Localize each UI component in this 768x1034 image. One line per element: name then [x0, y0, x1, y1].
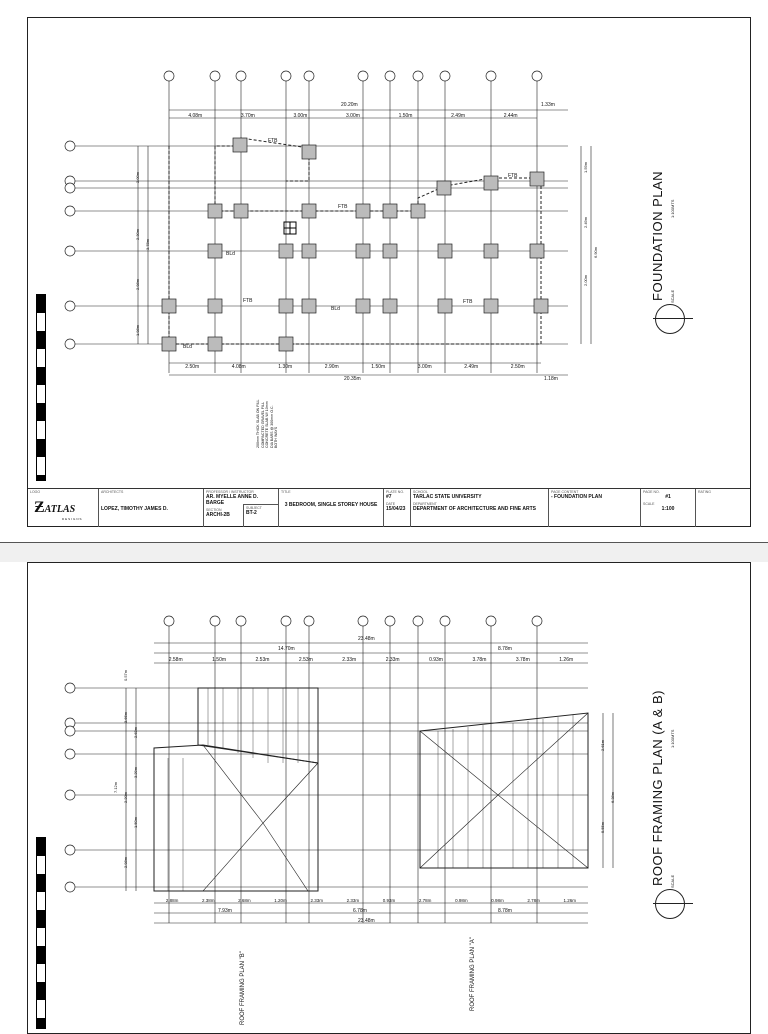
dim-bottom-sub-mid: 6.78m: [353, 908, 367, 914]
dim-top: 3.78m: [515, 657, 530, 663]
dim-bottom: 4.08m: [231, 364, 246, 370]
project-title: 3 BEDROOM, SINGLE STOREY HOUSE: [284, 502, 378, 508]
page-divider: [0, 542, 768, 543]
roof-framing-drawing: [28, 563, 750, 1033]
dim-bottom: 0.98m: [491, 898, 504, 903]
date-label: DATE: [386, 502, 396, 506]
dim-top: 3.00m: [346, 113, 360, 119]
dim-right-bottom: 1.18m: [544, 376, 558, 382]
dim-left: 2.00m: [135, 171, 140, 183]
logo-sub: DESIGNS: [62, 517, 83, 521]
dim-top: 3.00m: [293, 113, 308, 119]
content-label: PAGE CONTENT: [551, 490, 579, 494]
dim-bottom-sub-left: 7.93m: [218, 908, 232, 914]
dim-top: 0.93m: [429, 657, 443, 663]
dim-top: 2.53m: [298, 657, 313, 663]
scale-label: SCALE: [670, 289, 675, 303]
title-circle: [655, 889, 685, 919]
footing-label: FTB: [243, 298, 253, 304]
logo-text: ATLAS: [44, 504, 76, 515]
school-cell: [410, 489, 548, 527]
slab-notes: [256, 400, 279, 448]
dim-bottom: 2.68m: [238, 898, 251, 903]
footing-label: FTB: [338, 204, 348, 210]
title-circle: [655, 304, 685, 334]
page-value: #1: [665, 494, 671, 500]
dim-top-row: [169, 113, 537, 119]
architect-name: LOPEZ, TIMOTHY JAMES D.: [101, 506, 168, 512]
dim-bottom-row: [169, 364, 541, 370]
dim-right-top: 1.33m: [541, 102, 555, 108]
foundation-drawing: [28, 18, 750, 488]
page-cell: [640, 489, 695, 527]
content-cell: [548, 489, 640, 527]
note-line: 200mm THICK SLAB ON FILL: [256, 399, 260, 448]
dim-left: 2.30m: [135, 228, 140, 240]
title-cell: [278, 489, 383, 527]
footing-label: FTB: [508, 173, 518, 179]
dim-bottom: 2.88m: [165, 898, 179, 903]
dim-bottom: 0.98m: [455, 898, 468, 903]
dim-right: 5.55m: [600, 821, 605, 833]
plate-label: PLATE NO.: [386, 490, 405, 494]
dim-overall-top: 23.48m: [358, 636, 375, 642]
title-circle-line: [653, 318, 693, 319]
dim-top: 2.53m: [255, 657, 270, 663]
dim-bottom: 1.26m: [563, 898, 577, 903]
dim-right-outer: 6.38m: [610, 791, 615, 803]
dept-label: DEPARTMENT: [413, 502, 437, 506]
dim-left-outer2: 2.20m: [123, 791, 128, 803]
dim-bottom: 2.78m: [527, 898, 540, 903]
beam-label: BLd: [183, 344, 192, 350]
subject-cell: [243, 504, 278, 527]
dim-bottom: 2.78m: [418, 898, 432, 903]
rating-cell: [695, 489, 750, 527]
title-label: TITLE: [281, 490, 291, 494]
dim-bottom: 1.20m: [274, 898, 287, 903]
dim-left: 2.98m: [135, 278, 140, 290]
note-line: BOTH WAYS: [274, 426, 278, 448]
dim-top: 3.78m: [472, 657, 487, 663]
dim-bottom: 2.33m: [310, 898, 323, 903]
dim-left-outer: 3.78m: [145, 238, 150, 250]
note-line: COMPACTED GRAVEL FILL: [260, 401, 265, 448]
section-value: ARCHI-2B: [206, 512, 230, 518]
drawing-title: FOUNDATION PLAN: [650, 170, 665, 301]
dim-top: 2.44m: [503, 113, 518, 119]
dim-left: 1.98m: [135, 324, 140, 336]
beam-label: BLd: [226, 251, 235, 257]
subject-value: BT-2: [246, 510, 257, 516]
dim-right: 2.00m: [583, 274, 588, 286]
dim-top: 2.33m: [342, 657, 357, 663]
scale-value: 1:100MTS: [670, 199, 675, 218]
dim-top: 2.49m: [451, 113, 466, 119]
dim-left: 3.29m: [133, 766, 138, 778]
architects-label: ARCHITECTS: [101, 490, 124, 494]
plate-value: #7: [386, 494, 392, 500]
logo-label: LOGO: [30, 490, 41, 494]
tb-scale-value: 1:100: [661, 506, 675, 512]
dim-right-outer: 6.90m: [593, 246, 598, 258]
dim-left-outer: 7.12m: [113, 781, 118, 793]
note-line: DIA BARS @ 300mm O.C.: [269, 405, 274, 448]
dim-bottom: 2.49m: [464, 364, 479, 370]
dim-right: 2.49m: [583, 216, 588, 228]
dim-bottom-sub-right: 8.78m: [498, 908, 512, 914]
foundation-plan-sheet: [27, 17, 751, 527]
dim-left: 3.66m: [123, 711, 128, 723]
dim-top: 1.26m: [559, 657, 574, 663]
footing-label: FTB: [463, 299, 473, 305]
roof-plan-b-label: ROOF FRAMING PLAN "B": [240, 951, 246, 1025]
dim-top: 1.50m: [398, 113, 413, 119]
date-value: 15/04/23: [386, 506, 406, 512]
dim-top: 4.08m: [188, 113, 203, 119]
dim-upper-right: 8.78m: [498, 646, 512, 652]
dim-bottom: 2.50m: [510, 364, 525, 370]
title-block: [28, 488, 750, 527]
school-value: TARLAC STATE UNIVERSITY: [413, 494, 482, 500]
content-value: - FOUNDATION PLAN: [551, 494, 603, 500]
roof-plan-a-label: ROOF FRAMING PLAN "A": [470, 937, 476, 1011]
beam-label: BLd: [331, 306, 340, 312]
dim-right: 2.61m: [600, 739, 605, 751]
dim-top: 2.33m: [385, 657, 400, 663]
section-label: SECTION: [206, 508, 222, 512]
dim-bottom: 3.00m: [417, 364, 432, 370]
rating-label: RATING: [698, 490, 711, 494]
roof-framing-sheet: [27, 562, 751, 1034]
page-label: PAGE NO.: [643, 490, 660, 494]
professor-label: PROFESSOR / INSTRUCTOR: [206, 490, 254, 494]
dept-value: DEPARTMENT OF ARCHITECTURE AND FINE ARTS: [413, 506, 536, 512]
subject-label: SUBJECT: [246, 506, 262, 510]
dim-overall-top: 20.20m: [341, 102, 358, 108]
dim-overall-bottom: 23.48m: [358, 918, 375, 924]
drawing-title: ROOF FRAMING PLAN (A & B): [650, 690, 665, 886]
dim-overall-bottom: 20.35m: [344, 376, 361, 382]
dim-top: 2.58m: [168, 657, 183, 663]
dim-left: 0.57m: [123, 669, 128, 681]
dim-top: 1.50m: [212, 657, 227, 663]
school-label: SCHOOL: [413, 490, 428, 494]
dim-bottom: 1.30m: [278, 364, 293, 370]
plate-cell: [383, 489, 410, 527]
dim-bottom: 2.90m: [324, 364, 339, 370]
dim-left: 2.63m: [133, 726, 138, 738]
logo-z-icon: Ƶ: [34, 499, 45, 516]
dim-bottom-row: [154, 898, 588, 903]
dim-bottom: 0.93m: [382, 898, 396, 903]
dim-bottom: 1.50m: [371, 364, 386, 370]
dim-bottom: 2.38m: [201, 898, 215, 903]
dim-bottom: 2.50m: [185, 364, 200, 370]
page-gap: [0, 542, 768, 562]
dim-right: 1.59m: [583, 161, 588, 173]
dim-bottom: 2.33m: [346, 898, 360, 903]
scale-value: 1:100MTS: [670, 729, 675, 748]
dim-top: 3.70m: [240, 113, 255, 119]
title-circle-line: [653, 903, 693, 904]
scale-label: SCALE: [670, 874, 675, 888]
dim-upper-left: 14.70m: [278, 646, 295, 652]
note-line: CONCRETE SLAB W/ 10mm: [265, 401, 269, 448]
atlas-logo: [34, 499, 75, 517]
dim-left: 1.50m: [133, 816, 138, 828]
architects-cell: [98, 489, 203, 527]
dim-top-row: [154, 657, 588, 663]
logo-cell: [28, 489, 98, 527]
dim-left: 2.98m: [123, 856, 128, 868]
tb-scale-label: SCALE: [643, 502, 655, 506]
footing-label: FTB: [268, 138, 278, 144]
professor-name: AR. MYELLE ANNE D. BARGE: [206, 494, 259, 506]
